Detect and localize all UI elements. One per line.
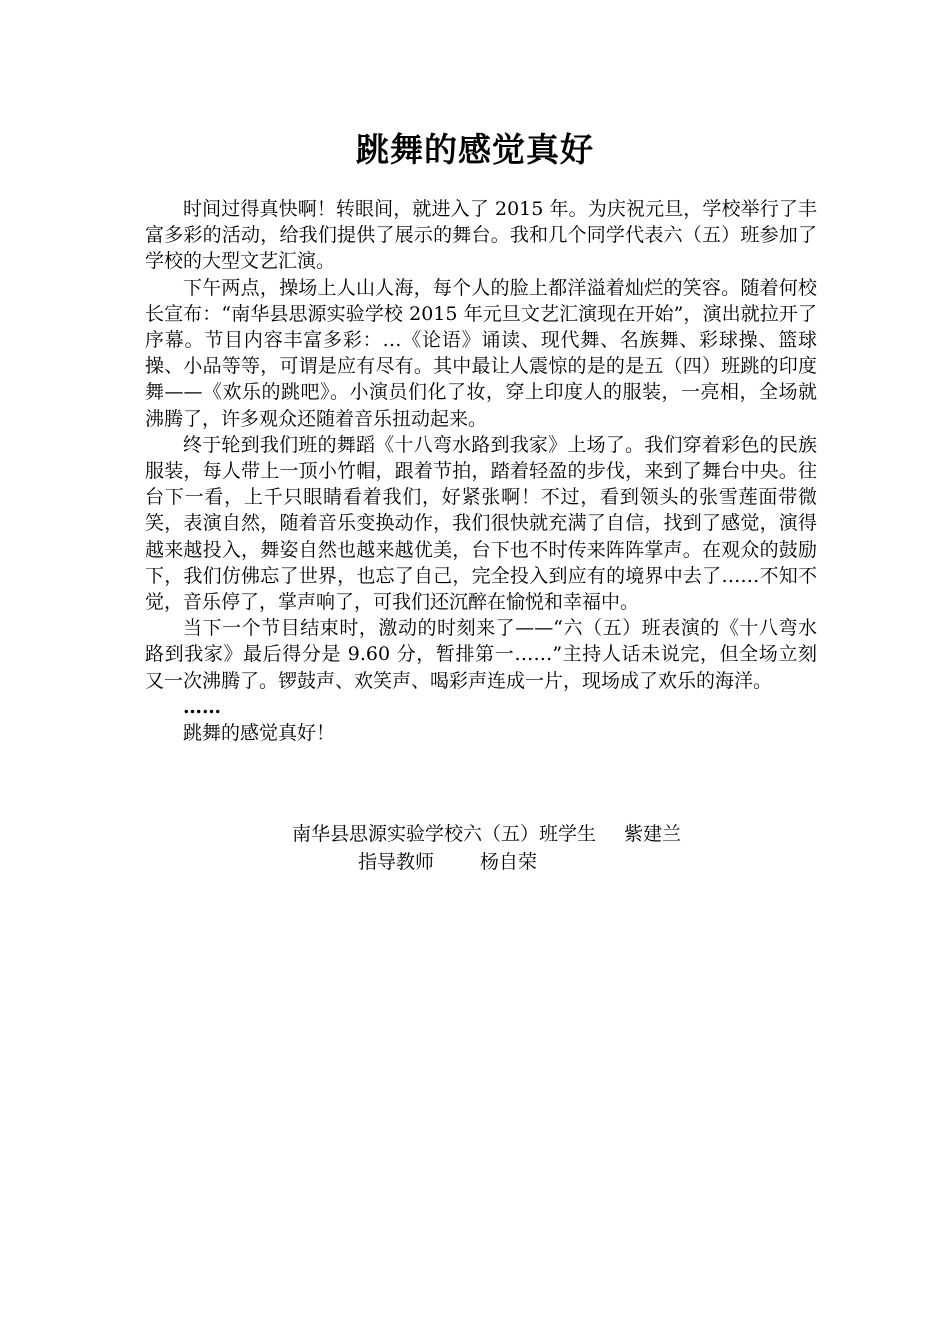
teacher-name: 杨自荣 — [480, 851, 538, 873]
document-body — [145, 196, 817, 746]
teacher-label: 指导教师 — [358, 851, 435, 873]
ellipsis-line: …… — [183, 695, 221, 718]
author-school-class: 南华县思源实验学校六（五）班学生 — [292, 823, 597, 845]
paragraph-1: 时间过得真快啊！转眼间，就进入了 2015 年。为庆祝元旦，学校举行了丰富多彩的活动，给我们提供了展示的舞台。我和几个同学代表六（五）班参加了学校的大型文艺汇演。 — [145, 198, 817, 273]
document-title: 跳舞的感觉真好 — [356, 130, 594, 169]
paragraph-4: 当下一个节目结束时，激动的时刻来了——“六（五）班表演的《十八弯水路到我家》最后得分是 9.60 分，暂排第一……”主持人话未说完，但全场立刻又一次沸腾了。锣鼓声、欢笑声、喝彩声连成一片，现场成了欢乐的海洋。 — [145, 617, 817, 692]
signature-teacher-line — [358, 848, 537, 876]
closing-sentence: 跳舞的感觉真好！ — [183, 722, 336, 745]
paragraph-3: 终于轮到我们班的舞蹈《十八弯水路到我家》上场了。我们穿着彩色的民族服装，每人带上一顶小竹帽，跟着节拍，踏着轻盈的步伐，来到了舞台中央。往台下一看，上千只眼睛看着我们，好紧张啊！不过，看到领头的张雪莲面带微笑，表演自然，随着音乐变换动作，我们很快就充满了自信，找到了感觉，演得越来越投入，舞姿自然也越来越优美，台下也不时传来阵阵掌声。在观众的鼓励下，我们仿佛忘了世界，也忘了自己，完全投入到应有的境界中去了……不知不觉，音乐停了，掌声响了，可我们还沉醉在愉悦和幸福中。 — [145, 433, 817, 614]
signature-author-line — [292, 820, 681, 848]
author-name: 紫建兰 — [624, 823, 682, 845]
paragraph-2: 下午两点，操场上人山人海，每个人的脸上都洋溢着灿烂的笑容。随着何校长宣布：“南华县思源实验学校 2015 年元旦文艺汇演现在开始”，演出就拉开了序幕。节目内容丰富多彩：…《论语》诵读、现代舞、名族舞、彩球操、篮球操、小品等等，可谓是应有尽有。其中最让人震惊的是的是五（四）班跳的印度舞——《欢乐的跳吧》。小演员们化了妆，穿上印度人的服装，一亮相，全场就沸腾了，许多观众还随着音乐扭动起来。 — [145, 276, 817, 430]
